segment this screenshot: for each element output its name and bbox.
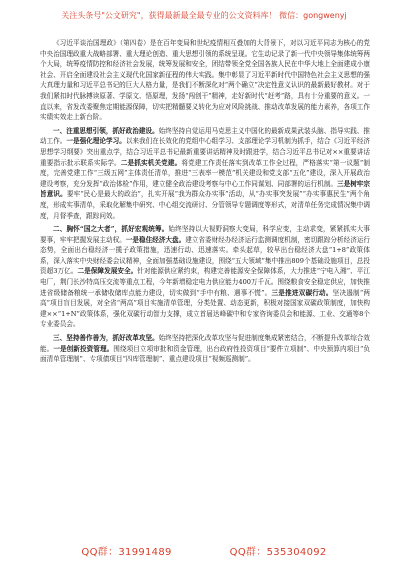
section-2	[40, 224, 370, 330]
contact-footer	[0, 538, 408, 562]
promo-header	[0, 0, 408, 30]
section-2-point-3-text: 坚决遏制“两高”项目盲目发展，对全省“两高”项目实施清单管理，分类处置、动态更新，积极对接国家双碳政策制度，加快构建××“1+N”政策体系，强化双碳行动智力支撑，成立首届达峰碳中和专家咨询委员会和能源、工业、交通等8个专业委员会。	[40, 288, 371, 329]
section-2-point-1-text: 建立省委财经办经济运行监测调度机制，密切跟踪分析经济运行态势，全面出台稳经济一揽子政策措施，迅速行动、迅速落实。牵头起草，较早出台稳经济大盘“1+8”政策体系，深入落实中央财经委会议精神，全面加强基础设施建设，围绕“五大领域”集中推出809个基础设施项目，总投资超3万亿。	[40, 235, 371, 276]
section-3-point-1-text: 围绕项目立项审批和资金管理，出台政府性投资项目“要件立项制”、中央预算内项目“负面清单管理制”、专项债项目“四库管理制”、重点建设项目“视频巡测制”。	[40, 344, 370, 364]
section-1-point-1-text: 以来我们在长效化的党组中心组学习、支部理论学习机制为抓手，结合《习近平经济思想学习纲要》突出重点学，结合习近平总书记最新重要讲话精神及时跟进学，结合习近平总书记对××重要讲话重要指示批示联系实际学。	[40, 137, 371, 167]
section-2-point-3-label: 三是推进双碳行动。	[271, 288, 333, 297]
section-2-heading: 二、胸怀“国之大者”，抓好宏观统筹。	[53, 225, 169, 234]
section-1-heading: 一、注重思想引领，抓好政治建设。	[53, 126, 159, 135]
qq-group-1: QQ群：31991489	[81, 546, 172, 558]
section-1-lead: 始终坚持自觉运用马克思主义中国化的最新成果武装头脑、指导实践、推动工作。	[40, 126, 371, 146]
section-2-point-2-label: 二是保障发展安全。	[77, 267, 138, 276]
section-3-lead: 始终坚持把深化改革攻坚与促进制度集成紧密结合，不断提升改革综合效能。	[40, 334, 371, 353]
section-3-heading: 三、坚持善作善为，抓好改革攻坚。	[53, 334, 159, 343]
section-2-lead: 始终坚持以大视野洞察大变局，科学应变，主动求变，紧紧抓实大事要事，牢牢把握发展主动权。	[40, 225, 370, 244]
promo-notice: 关注头条号"公文研究"，获得最新最全最专业的公文资料库！ 微信：gongwenyj	[61, 10, 347, 20]
section-1-point-1-label: 一是强化理论学习。	[66, 137, 126, 146]
section-2-point-1-label: 一是稳住经济大盘。	[125, 235, 186, 244]
section-1-point-3-label: 三是树牢宗旨意识。	[40, 179, 370, 199]
intro-paragraph: 《习近平谈治国理政》（第四卷）是在百年变局和世纪疫情相互叠加的大背景下，对以习近平同志为核心的党中央治国理政重大战略部署、重大理论创造、重大思想引领的系统呈现。它生动记录了新一代中央领导集体统筹两个大局，统筹疫情防控和经济社会发展，统筹发展和安全，团结带领全党全国各族人民在中华大地上全面建成小康社会、开启全面建设社会主义现代化国家新征程的伟大实践。集中彰显了习近平新时代中国特色社会主义思想的强大真理力量和习近平总书记的巨大人格力量，是我们不断深化对“两个确立”决定性意义认识的最新最好教材。对于我们紧扣时代脉搏读原著、学原文、悟原理，发扬“闯创干”精神，走好新时代“赶考”路，具有十分重要的意义。一直以来，省发改委聚焦定期能源保障，切实把精髓要义转化为应对风险挑战、推动改革发展的能力素养，各项工作实绩实效走上新台阶。	[40, 39, 370, 122]
section-2-point-2-text: 针对能源供应紧约束，构建完善能源安全保障体系，大力推进“宁电入湘”、平江电厂，荆门长沙特高压交流等重点工程，今年新增稳定电力供应能力400万千瓦。围绕粮食安全稳定供应，加快推进省级储备粮统一承储收储库点能力建设，切实做到“手中有粮、遇事不慌”。	[40, 267, 371, 297]
section-1	[40, 126, 370, 221]
section-1-point-2-text: 将党建工作责任落实到改革工作全过程，严格落实“第一议题”制度，完善党建工作“三级五网”主体责任清单，推进“三表率一模范”机关建设和党支部“五化”建设，深入开展政治建设考察，充分发挥“政治体检”作用，建立健全政治建设考察与中心工作同谋划、同部署的运行机制。	[40, 158, 371, 188]
section-1-point-3-text: 要牢“民心是最大的政治”，扎实开展“我为群众办实事”活动，从“办实事突发展”“办实事惠民生”两个角度，形成实事清单，采取化解集中研究、中心组交流研讨、分管领导专题调度等形式，对清单任务完成情况集中调度，月督季查，跟踪问效。	[40, 190, 371, 220]
section-1-point-2-label: 二是抓实机关党建。	[120, 158, 182, 167]
section-3	[40, 333, 370, 365]
section-3-point-1-label: 一是创新投资管理。	[53, 344, 114, 353]
qq-group-2: QQ群：535304092	[229, 546, 327, 558]
document-body	[40, 38, 370, 368]
